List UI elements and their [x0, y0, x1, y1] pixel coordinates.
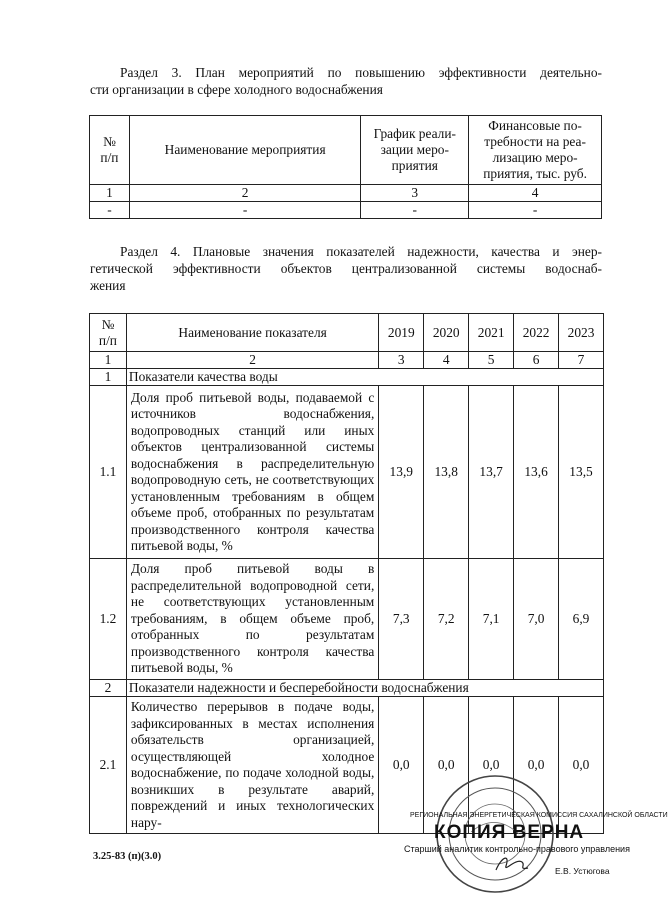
stamp-organization: РЕГИОНАЛЬНАЯ ЭНЕРГЕТИЧЕСКАЯ КОМИССИЯ САХАЛИНСКОЙ ОБЛАСТИ [410, 812, 668, 819]
table-row [90, 386, 604, 559]
group-number: 2 [90, 680, 127, 697]
stamp-signer-name: Е.В. Устюгова [555, 866, 610, 876]
header-indicator-name: Наименование показателя [126, 314, 378, 352]
empty-cell: - [469, 202, 602, 219]
col-number: 3 [361, 185, 469, 202]
header-year: 2023 [559, 314, 604, 352]
section3-empty-row [90, 202, 602, 219]
value-cell: 0,0 [424, 697, 469, 834]
section4-heading [90, 243, 602, 294]
header-year: 2022 [514, 314, 559, 352]
section4-heading-line3: жения [90, 278, 126, 293]
section3-heading-line2: сти организации в сфере холодного водоснабжения [90, 82, 383, 97]
value-cell: 6,9 [559, 559, 604, 680]
table-row [90, 559, 604, 680]
value-cell: 13,6 [514, 386, 559, 559]
header-year: 2019 [379, 314, 424, 352]
value-cell: 0,0 [559, 697, 604, 834]
value-cell: 7,1 [469, 559, 514, 680]
empty-cell: - [361, 202, 469, 219]
certified-copy-stamp [404, 808, 668, 876]
col-number: 4 [469, 185, 602, 202]
group-row-reliability [90, 680, 604, 697]
section3-heading-line1: Раздел 3. План мероприятий по повышению эффективности деятельно- [120, 65, 602, 80]
header-schedule: График реали- зации меро- приятия [361, 116, 469, 185]
signature-icon [492, 852, 532, 874]
section3-table [89, 115, 602, 219]
value-cell: 7,0 [514, 559, 559, 680]
value-cell: 13,5 [559, 386, 604, 559]
section4-heading-line1: Раздел 4. Плановые значения показателей надежности, качества и энер- [120, 244, 602, 259]
group-number: 1 [90, 369, 127, 386]
group-label: Показатели надежности и бесперебойности водоснабжения [126, 680, 603, 697]
col-number: 1 [90, 352, 127, 369]
col-number: 4 [424, 352, 469, 369]
empty-cell: - [129, 202, 360, 219]
section4-header-row [90, 314, 604, 352]
value-cell: 0,0 [514, 697, 559, 834]
row-number: 2.1 [90, 697, 127, 834]
value-cell: 13,7 [469, 386, 514, 559]
document-code: 3.25-83 (п)(3.0) [93, 851, 162, 862]
group-row-quality [90, 369, 604, 386]
group-label: Показатели качества воды [126, 369, 603, 386]
header-num: № п/п [90, 314, 127, 352]
section3-number-row [90, 185, 602, 202]
empty-cell: - [90, 202, 130, 219]
value-cell: 13,9 [379, 386, 424, 559]
header-num: № п/п [90, 116, 130, 185]
value-cell: 0,0 [469, 697, 514, 834]
col-number: 3 [379, 352, 424, 369]
value-cell: 7,3 [379, 559, 424, 680]
section3-header-row [90, 116, 602, 185]
indicator-text: Доля проб питьевой воды, подаваемой с источников водоснабжения, водопроводных станций или иных объектов централизованной системы водоснабжения в распределительную водопроводную сеть, не соответствующих установленным требованиям в общем объеме проб, отобранных по результатам производственного контроля качества питьевой воды, % [126, 386, 378, 559]
section4-number-row [90, 352, 604, 369]
row-number: 1.1 [90, 386, 127, 559]
row-number: 1.2 [90, 559, 127, 680]
header-year: 2021 [469, 314, 514, 352]
section3-heading [90, 64, 602, 98]
header-measure-name: Наименование мероприятия [129, 116, 360, 185]
stamp-title: КОПИЯ ВЕРНА [434, 822, 585, 843]
col-number: 1 [90, 185, 130, 202]
indicator-text: Количество перерывов в подаче воды, зафиксированных в местах исполнения обязательств организацией, осуществляющей холодное водоснабжение, по подаче холодной воды, возникших в результате аварий, повреждений и иных технологических нару- [126, 697, 378, 834]
value-cell: 13,8 [424, 386, 469, 559]
col-number: 7 [559, 352, 604, 369]
indicator-text: Доля проб питьевой воды в распределительной водопроводной сети, не соответствующих установленным требованиям, в общем объеме проб, отобранных по результатам производственного контроля качества питьевой воды, % [126, 559, 378, 680]
header-financing: Финансовые по- требности на реа- лизацию меро- приятия, тыс. руб. [469, 116, 602, 185]
col-number: 5 [469, 352, 514, 369]
col-number: 2 [126, 352, 378, 369]
value-cell: 7,2 [424, 559, 469, 680]
section4-table [89, 313, 604, 834]
value-cell: 0,0 [379, 697, 424, 834]
col-number: 2 [129, 185, 360, 202]
stamp-position: Старший аналитик контрольно-правового управления [404, 844, 630, 854]
header-year: 2020 [424, 314, 469, 352]
section4-heading-line2: гетической эффективности объектов централизованной системы водоснаб- [90, 261, 602, 276]
col-number: 6 [514, 352, 559, 369]
